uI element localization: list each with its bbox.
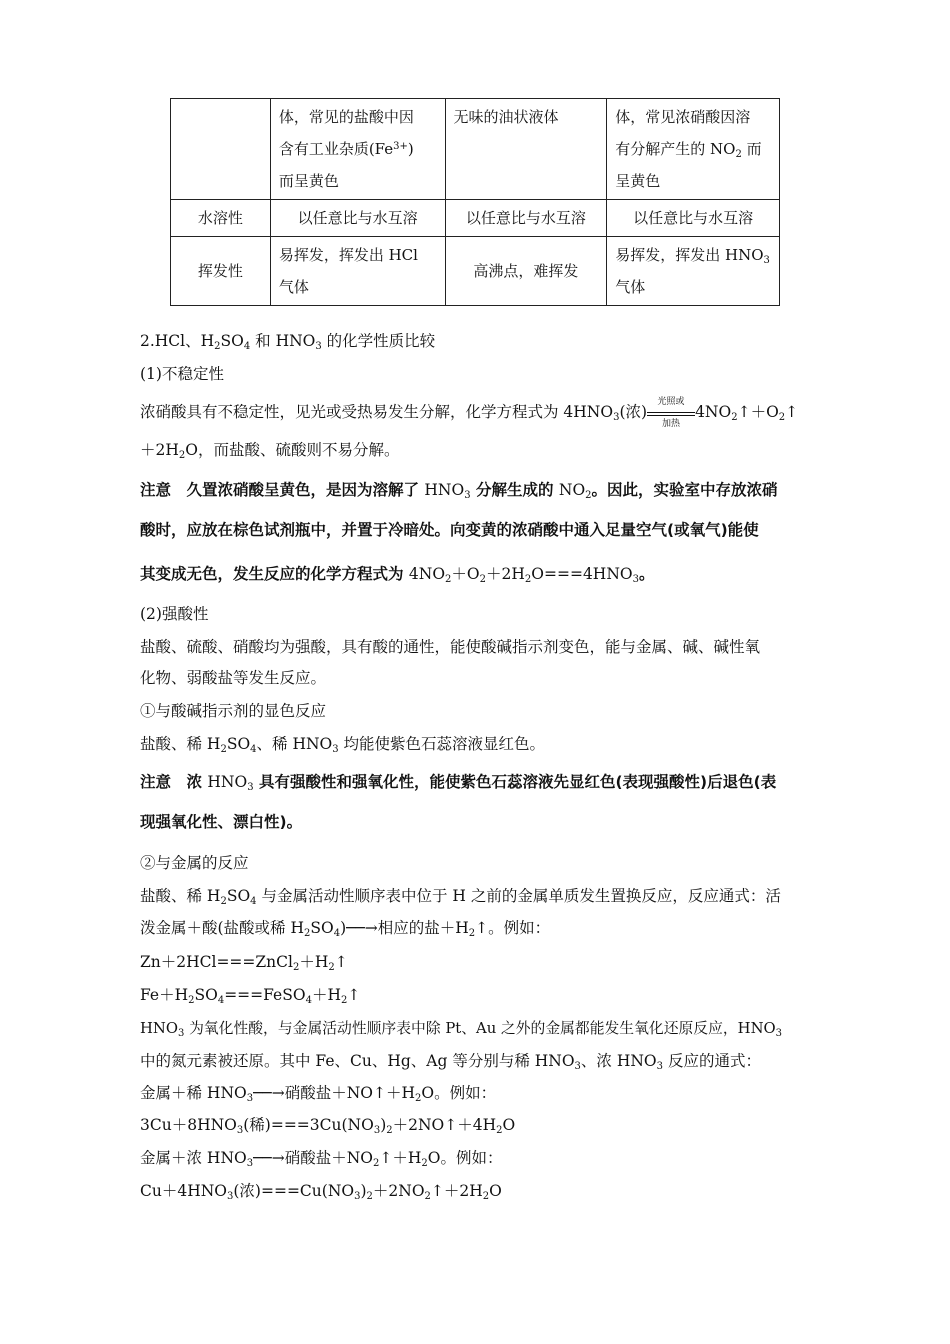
text: (浓)===Cu(NO [233, 1182, 355, 1200]
text: ＋O [451, 565, 480, 583]
paragraph-line [140, 916, 550, 938]
subscript: 2 [415, 1093, 422, 1104]
text: ＋2NO↑＋4H [392, 1116, 497, 1134]
cell-text: 含有工业杂质(Fe [278, 140, 394, 158]
equation-line [140, 983, 360, 1005]
subscript: 3 [236, 1125, 244, 1136]
text: ＋2H [140, 441, 179, 459]
text: ＋2NO [372, 1182, 425, 1200]
subsection-item: ②与金属的反应 [140, 854, 249, 872]
properties-table [170, 98, 780, 306]
section-heading [140, 329, 435, 351]
text: 4NO [408, 565, 446, 583]
subscript: 2 [479, 574, 487, 585]
text: 。 [638, 565, 655, 583]
subscript: 2 [585, 490, 592, 501]
text: 。因此，实验室中存放浓硝 [591, 481, 778, 499]
text: 金属＋稀 HNO [140, 1084, 247, 1102]
text: Cu＋4HNO [140, 1182, 227, 1200]
text: 均能使紫色石蕊溶液显红色。 [338, 735, 546, 753]
cell-line: 无味的油状液体 [453, 108, 559, 126]
text: ＋H [299, 953, 329, 971]
paragraph-line [140, 397, 799, 429]
text: ──→硝酸盐＋NO↑＋H [253, 1084, 416, 1102]
text: 、稀 HNO [256, 735, 333, 753]
text: 盐酸、稀 H [140, 887, 221, 905]
subscript: 3 [177, 1028, 185, 1039]
text: ↑＋H [379, 1149, 422, 1167]
text: ＋H [311, 986, 341, 1004]
text: 具有强酸性和强氧化性，能使紫色石蕊溶液先显红色(表现强酸性)后退色(表 [253, 773, 777, 791]
text: Fe＋H [140, 986, 189, 1004]
superscript: 3+ [393, 141, 408, 152]
text: (浓) [619, 403, 648, 421]
text: ↑＋2H [430, 1182, 483, 1200]
equation-line [140, 950, 348, 972]
subscript: 3 [574, 1061, 581, 1072]
subscript: 3 [227, 1191, 234, 1202]
subscript: 3 [656, 1061, 664, 1072]
paragraph-line [140, 1081, 496, 1103]
paragraph-line: 化物、弱酸盐等发生反应。 [140, 669, 327, 687]
cell-line: 气体 [278, 278, 309, 296]
table-cell: 以任意比与水互溶 [270, 200, 445, 237]
subsection-title: (2)强酸性 [140, 605, 209, 623]
cell-line: 气体 [615, 278, 646, 296]
text: 分解生成的 [470, 481, 559, 499]
text: ↑ [334, 953, 348, 971]
cell-line: 呈黄色 [615, 172, 661, 190]
subscript: 2 [424, 1191, 431, 1202]
text: 3Cu＋8HNO [140, 1116, 237, 1134]
subscript: 2 [482, 1191, 490, 1202]
subscript: 2 [524, 574, 532, 585]
equation-line [140, 1113, 515, 1135]
subscript: 2 [496, 1125, 503, 1136]
text: ──→硝酸盐＋NO [253, 1149, 374, 1167]
subscript: 2 [220, 744, 227, 755]
text: O，而盐酸、硫酸则不易分解。 [185, 441, 400, 459]
table-row [171, 237, 780, 306]
text: 金属＋浓 HNO [140, 1149, 247, 1167]
text: O。例如： [427, 1149, 503, 1167]
subscript: 2 [386, 1125, 393, 1136]
text: )──→相应的盐＋H [340, 919, 469, 937]
row-label: 水溶性 [171, 200, 271, 237]
text: O [489, 1182, 502, 1200]
condition-top: 光照或 [657, 397, 685, 407]
text: ↑ [785, 403, 799, 421]
paragraph-line [140, 732, 545, 754]
paragraph-line: 盐酸、硫酸、硝酸均为强酸，具有酸的通性，能使酸碱指示剂变色，能与金属、碱、碱性氧 [140, 638, 761, 656]
subscript: 4 [305, 995, 312, 1006]
cell-line: 而呈黄色 [278, 172, 339, 190]
subscript: 3 [464, 490, 471, 501]
subscript: 2 [340, 995, 348, 1006]
formula [424, 481, 470, 499]
text: SO [194, 986, 218, 1004]
paragraph-line [140, 884, 781, 906]
subscript: 2 [328, 962, 335, 973]
cell-line [615, 239, 771, 271]
table-cell [607, 237, 780, 306]
cell-line [279, 133, 437, 165]
note-line [140, 562, 655, 584]
text: ) [380, 1116, 387, 1134]
text: SO [310, 919, 334, 937]
table-cell: 以任意比与水互溶 [445, 200, 607, 237]
subscript: 3 [632, 574, 639, 585]
subsection-item: ①与酸碱指示剂的显色反应 [140, 702, 327, 720]
subscript: 3 [775, 1028, 783, 1039]
note-line: 酸时，应放在棕色试剂瓶中，并置于冷暗处。向变黄的浓硝酸中通入足量空气(或氧气)能使 [140, 521, 759, 539]
subsection-title: (1)不稳定性 [140, 365, 224, 383]
formula [559, 481, 592, 499]
text: 、浓 HNO [580, 1052, 657, 1070]
text: 反应的通式： [663, 1052, 761, 1070]
subscript: 2 [778, 412, 786, 423]
text: SO [226, 887, 251, 905]
subscript: 2 [366, 1191, 373, 1202]
text: NO [558, 481, 586, 499]
text: O===4HNO [531, 565, 633, 583]
cell-line: 体，常见的盐酸中因 [278, 108, 414, 126]
equation-line [140, 1179, 502, 1201]
subscript: 2 [373, 1158, 380, 1169]
table-cell [270, 237, 445, 306]
subscript: 2 [214, 341, 221, 352]
subscript: 3 [373, 1125, 381, 1136]
table-cell [270, 99, 445, 200]
subscript: 3 [354, 1191, 361, 1202]
subscript: 2 [468, 928, 476, 939]
text: SO [226, 735, 251, 753]
text: 盐酸、稀 H [140, 735, 221, 753]
table-cell [445, 99, 607, 200]
table-row [171, 200, 780, 237]
text: 2.HCl、H [140, 332, 215, 350]
note-line [140, 478, 778, 500]
subscript: 3 [246, 1158, 254, 1169]
cell-line [615, 133, 771, 165]
text: ↑ [347, 986, 361, 1004]
paragraph-line [140, 438, 399, 460]
text: 浓硝酸具有不稳定性，见光或受热易发生分解，化学方程式为 4HNO [140, 403, 614, 421]
text: 为氧化性酸，与金属活动性顺序表中除 Pt、Au 之外的金属都能发生氧化还原反应，HNO [184, 1020, 776, 1037]
subscript: 2 [178, 450, 186, 461]
subscript: 2 [188, 995, 195, 1006]
subscript: 3 [247, 782, 254, 793]
text: 泼金属＋酸(盐酸或稀 H [140, 919, 304, 937]
table-cell: 以任意比与水互溶 [607, 200, 780, 237]
cell-line: 易挥发，挥发出 HCl [278, 246, 418, 264]
text: 其变成无色，发生反应的化学方程式为 [140, 565, 409, 583]
paragraph-line [140, 1146, 503, 1168]
subscript: 3 [246, 1093, 254, 1104]
table-row [171, 99, 780, 200]
text: 中的氮元素被还原。其中 Fe、Cu、Hg、Ag 等分别与稀 HNO [140, 1052, 575, 1070]
cell-line: 体，常见浓硝酸因溶 [615, 108, 751, 126]
subscript: 2 [421, 1158, 428, 1169]
table-cell [171, 99, 271, 200]
subscript: 4 [333, 928, 341, 939]
cell-text: 而 [741, 140, 762, 158]
equation [409, 565, 639, 583]
text: SO [220, 332, 244, 350]
text: ===FeSO [224, 986, 306, 1004]
text: ↑＋O [737, 403, 779, 421]
text: HNO [207, 773, 248, 791]
text: 4NO [695, 403, 732, 421]
subscript: 3 [332, 744, 339, 755]
text: 的化学性质比较 [321, 332, 436, 350]
text: 与金属活动性顺序表中位于 H 之前的金属单质发生置换反应，反应通式：活 [256, 887, 781, 905]
subscript: 4 [243, 341, 251, 352]
subscript: 4 [217, 995, 225, 1006]
condition-bottom: 加热 [662, 419, 681, 429]
subscript: 2 [735, 149, 742, 160]
subscript: 3 [613, 412, 620, 423]
subscript: 2 [292, 962, 300, 973]
text: 和 HNO [250, 332, 316, 350]
subscript: 2 [220, 896, 227, 907]
note-line: 现强氧化性、漂白性)。 [140, 813, 303, 831]
subscript: 2 [445, 574, 452, 585]
text: ＋2H [486, 565, 525, 583]
cell-text: 有分解产生的 NO [615, 140, 736, 158]
cell-text: ) [407, 140, 414, 158]
text: 注意 浓 [140, 773, 208, 791]
reaction-condition-arrow [647, 397, 695, 429]
subscript: 4 [250, 744, 257, 755]
text: HNO [424, 481, 465, 499]
text: HNO [140, 1020, 178, 1037]
subscript: 3 [763, 255, 770, 266]
text: 注意 久置浓硝酸呈黄色，是因为溶解了 [140, 481, 425, 499]
row-label: 挥发性 [171, 237, 271, 306]
formula [207, 773, 253, 791]
subscript: 2 [304, 928, 311, 939]
subscript: 4 [250, 896, 257, 907]
paragraph-line [140, 1049, 761, 1071]
cell-text: 易挥发，挥发出 HNO [615, 246, 764, 264]
text: ) [360, 1182, 367, 1200]
note-line [140, 770, 776, 792]
text: O。例如： [421, 1084, 497, 1102]
subscript: 3 [315, 341, 322, 352]
text: ↑。例如： [475, 919, 551, 937]
table-cell [607, 99, 780, 200]
paragraph-line [140, 1017, 782, 1038]
text: (稀)===3Cu(NO [243, 1116, 374, 1134]
table-cell: 高沸点，难挥发 [445, 237, 607, 306]
text: Zn＋2HCl===ZnCl [140, 953, 293, 971]
text: O [502, 1116, 516, 1134]
subscript: 2 [731, 412, 738, 423]
